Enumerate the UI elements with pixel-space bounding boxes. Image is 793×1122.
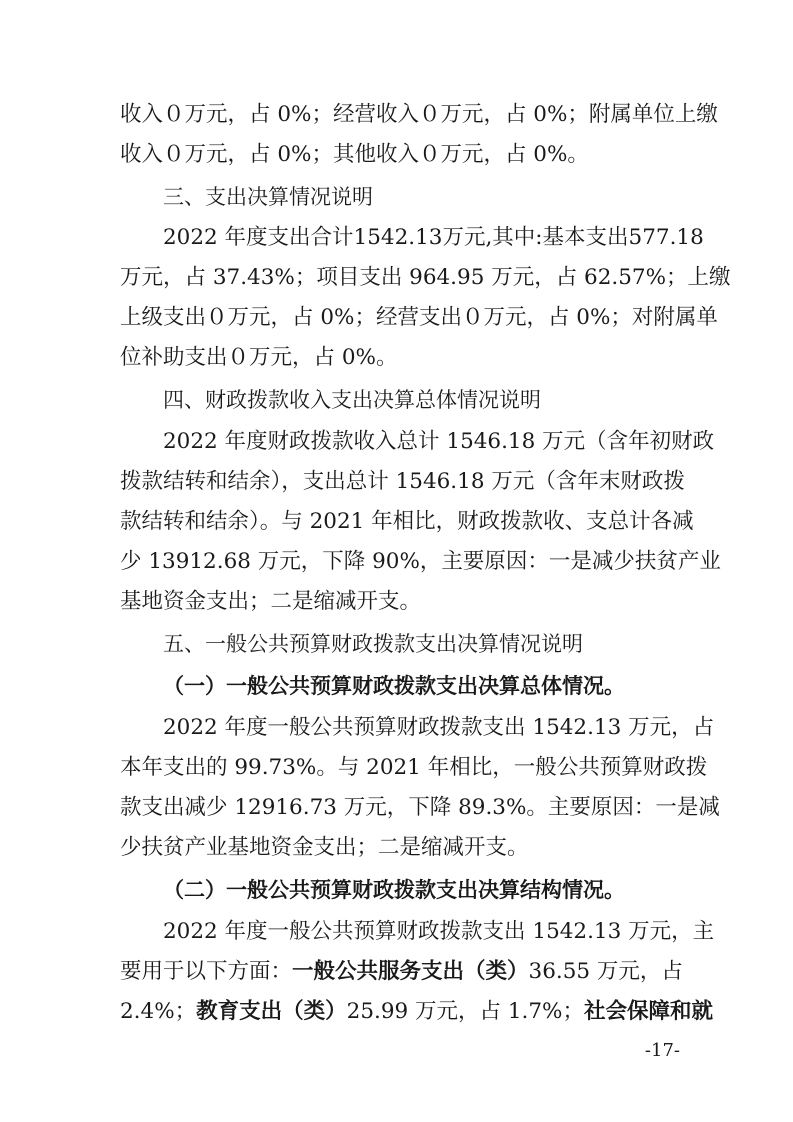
section-heading-5: 五、一般公共预算财政拨款支出决算情况说明: [163, 632, 583, 656]
text-line: 款支出减少 12916.73 万元，下降 89.3%。主要原因：一是减: [120, 795, 720, 820]
text-line: 位补助支出０万元，占 0%。: [120, 345, 398, 370]
bold-category: 一般公共服务支出（类）: [292, 959, 529, 984]
page-number: -17-: [644, 1040, 680, 1061]
section-heading-3: 三、支出决算情况说明: [163, 185, 373, 209]
text-line: 2022 年度一般公共预算财政拨款支出 1542.13 万元，主: [163, 919, 715, 944]
text-line: 基地资金支出；二是缩减开支。: [120, 589, 422, 614]
text-line: 收入０万元，占 0%；经营收入０万元，占 0%；附属单位上缴: [120, 102, 718, 127]
subsection-heading-2: （二）一般公共预算财政拨款支出决算结构情况。: [163, 877, 625, 902]
text-segment: 36.55 万元，占: [528, 959, 683, 984]
bold-category: 社会保障和就: [583, 999, 713, 1024]
text-line: 2022 年度一般公共预算财政拨款支出 1542.13 万元，占: [163, 715, 715, 740]
text-line: 少扶贫产业基地资金支出；二是缩减开支。: [120, 835, 529, 860]
subsection-heading-1: （一）一般公共预算财政拨款支出决算总体情况。: [163, 673, 625, 698]
text-line: 本年支出的 99.73%。与 2021 年相比，一般公共预算财政拨: [120, 755, 708, 780]
text-line: 2022 年度财政拨款收入总计 1546.18 万元（含年初财政: [163, 429, 715, 454]
text-line: 收入０万元，占 0%；其他收入０万元，占 0%。: [120, 142, 589, 167]
text-line: 拨款结转和结余），支出总计 1546.18 万元（含年末财政拨: [120, 469, 685, 494]
text-segment: 要用于以下方面：: [120, 959, 293, 984]
text-line: 万元，占 37.43%；项目支出 964.95 万元，占 62.57%；上缴: [120, 265, 731, 290]
text-line: 少 13912.68 万元，下降 90%，主要原因：一是减少扶贫产业: [120, 549, 721, 574]
section-heading-4: 四、财政拨款收入支出决算总体情况说明: [163, 388, 541, 412]
text-segment: 25.99 万元，占 1.7%；: [346, 999, 584, 1024]
bold-category: 教育支出（类）: [196, 999, 347, 1024]
text-segment: 2.4%；: [120, 999, 197, 1024]
text-line-mixed: [120, 992, 713, 1032]
text-line: 上级支出０万元，占 0%；经营支出０万元，占 0%；对附属单: [120, 305, 718, 330]
text-line: 2022 年度支出合计1542.13万元,其中:基本支出577.18: [163, 225, 704, 250]
text-line-mixed: [120, 952, 683, 992]
text-line: 款结转和结余）。与 2021 年相比，财政拨款收、支总计各减: [120, 509, 694, 534]
